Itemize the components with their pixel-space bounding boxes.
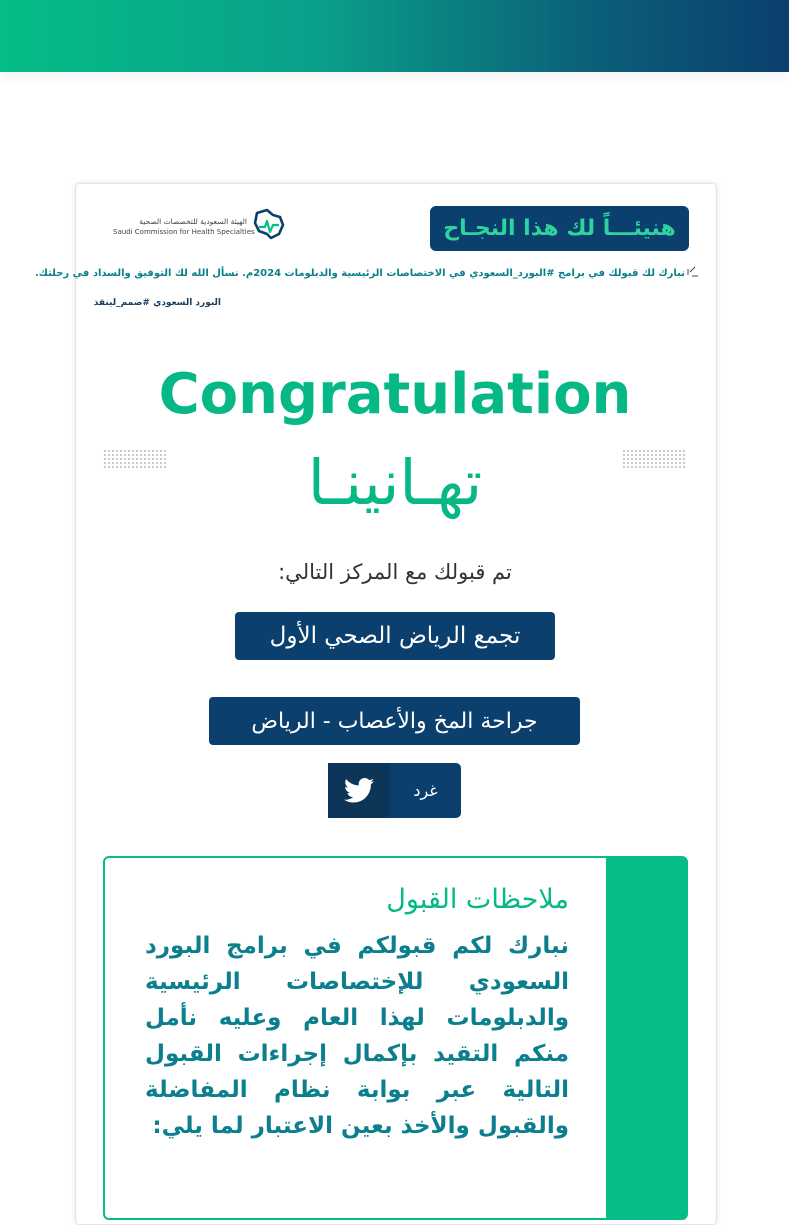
hashtags: البورد السعودي #صمم_لينقذ — [93, 298, 221, 308]
logo-name-arabic: الهيئة السعودية للتخصصات الصحية — [139, 217, 247, 226]
top-header-bar — [0, 0, 789, 72]
accepted-specialty-badge: جراحة المخ والأعصاب - الرياض — [209, 697, 580, 745]
logo-name-english: Saudi Commission for Health Specialties — [113, 228, 255, 236]
scfhs-logo-icon — [249, 207, 289, 243]
congratulation-heading-arabic: تهـانينـا — [307, 446, 483, 519]
notes-title: ملاحظات القبول — [386, 884, 569, 915]
tweet-preview-text: نبارك لك قبولك في برامج #البورد_السعودي في الاختصاصات الرئيسية والدبلومات 2024م. نسأل الله لك التوفيق والسداد في رحلتك. — [34, 268, 685, 279]
notes-body: نبارك لكم قبولكم في برامج البورد السعودي للإختصاصات الرئيسية والدبلومات لهذا العام وعليه نأمل منكم التقيد بإكمال إجراءات القبول التالية عبر بوابة نظام المفاضلة والقبول والأخذ بعين الاعتبار لما يلي: — [145, 933, 569, 1139]
acceptance-label: تم قبولك مع المركز التالي: — [278, 560, 512, 584]
success-banner: هنيئـــاً لك هذا النجـاح — [430, 206, 689, 251]
accepted-center-badge: تجمع الرياض الصحي الأول — [235, 612, 555, 660]
congratulation-heading-english: Congratulation — [158, 362, 632, 427]
notes-accent-stripe — [606, 858, 686, 1218]
scfhs-logo — [113, 205, 291, 245]
tweet-button[interactable] — [328, 763, 461, 818]
tweet-button-label: غرد — [413, 781, 438, 800]
twitter-bird-icon — [328, 763, 390, 818]
acceptance-notes-panel — [103, 856, 688, 1220]
sparkle-icon — [685, 260, 703, 278]
